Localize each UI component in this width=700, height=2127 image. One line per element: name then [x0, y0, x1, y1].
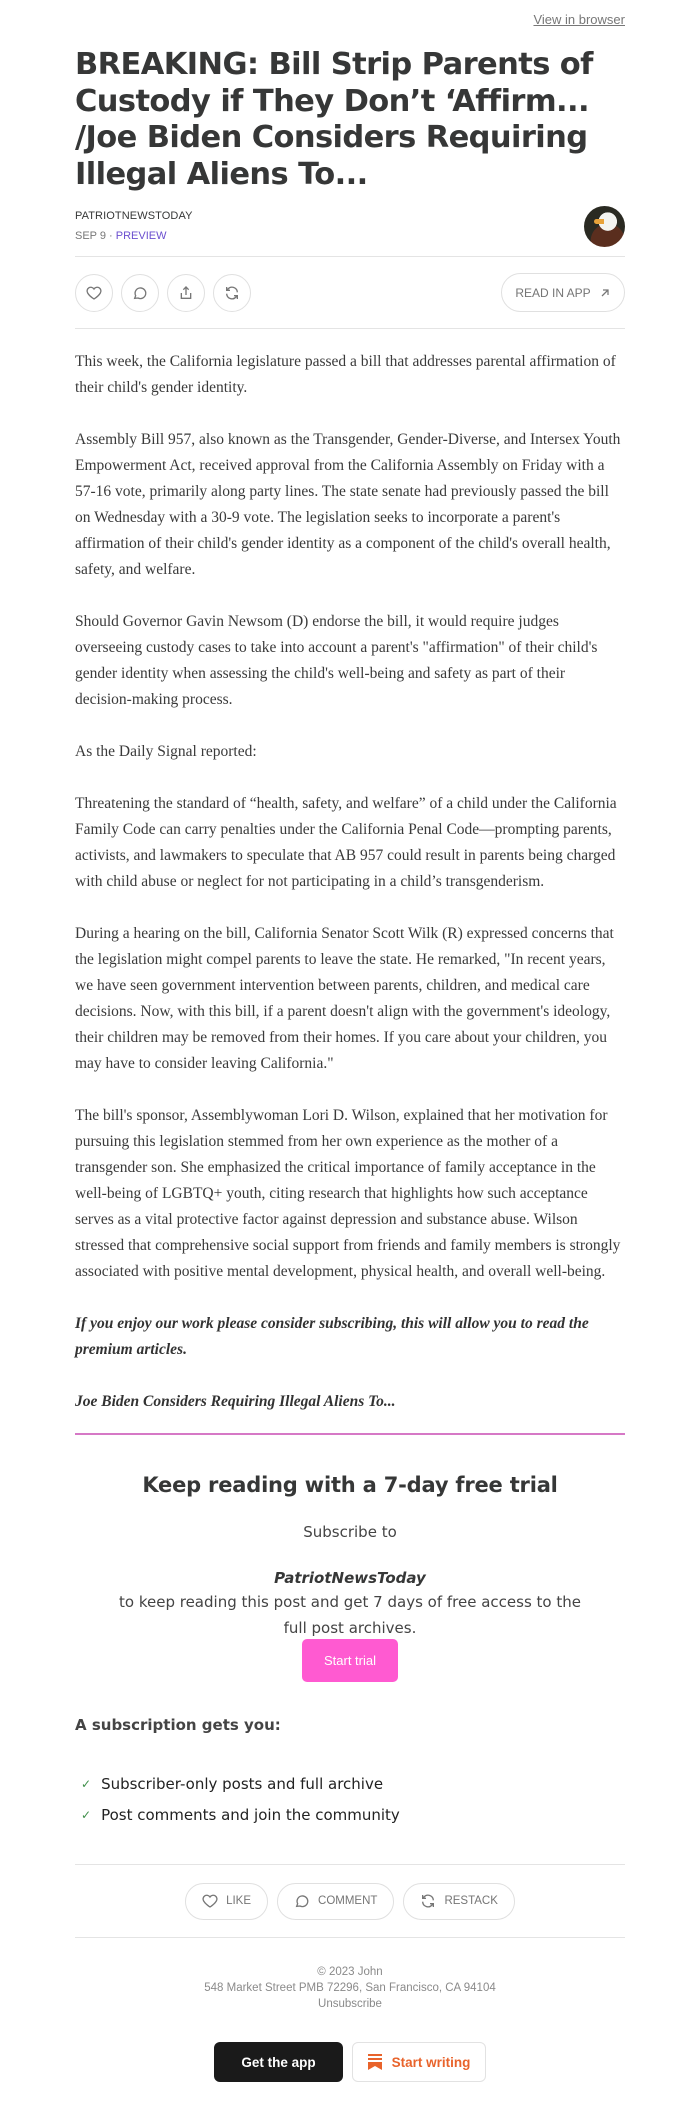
bottom-actions [75, 1865, 625, 1937]
benefit-item [75, 1799, 625, 1830]
paywall-publication: PatriotNewsToday [274, 1569, 426, 1587]
footer-buttons [75, 2042, 625, 2082]
bottom-spacer [75, 2082, 625, 2122]
benefits-heading: A subscription gets you: [75, 1716, 281, 1734]
paywall-heading: Keep reading with a 7-day free trial [142, 1473, 558, 1497]
start-writing-button[interactable] [352, 2042, 486, 2082]
share-button[interactable] [167, 274, 205, 312]
separator: · [106, 230, 116, 242]
check-icon: ✓ [81, 1776, 92, 1791]
publication-avatar[interactable] [584, 206, 625, 247]
comment-icon [132, 285, 148, 301]
get-the-app-button[interactable]: Get the app [214, 2042, 343, 2082]
post-meta [75, 210, 625, 256]
like-button[interactable] [75, 274, 113, 312]
paragraph: As the Daily Signal reported: [75, 743, 257, 760]
copyright: © 2023 John [317, 1966, 383, 1978]
restack-button[interactable] [213, 274, 251, 312]
like-label: LIKE [226, 1895, 252, 1907]
paragraph: Assembly Bill 957, also known as the Transgender, Gender-Diverse, and Intersex Youth Empowerment Act, received approval from the California Assembly on Friday with a 57-16 vote, primarily along party lines. The state senate had previously passed the bill on Wednesday with a 30-9 vote. The legislation seeks to incorporate a parent's affirmation of their child's gender identity as a component of the child's overall health, safety, and welfare. [75, 431, 621, 578]
footer [75, 1964, 625, 2012]
post-date: SEP 9 [75, 230, 106, 242]
eagle-image [594, 219, 604, 224]
heart-icon [202, 1893, 218, 1909]
heart-icon [86, 285, 102, 301]
arrow-up-right-icon [599, 287, 611, 299]
paragraph: The bill's sponsor, Assemblywoman Lori D. Wilson, explained that her motivation for pursuing this legislation stemmed from her own experience as the mother of a transgender son. She emphasized the critical importance of family acceptance in the well-being of LGBTQ+ youth, citing research that highlights how such acceptance serves as a vital protective factor against depression and substance abuse. Wilson stressed that comprehensive social support from friends and family members is strongly associated with positive mental development, physical health, and overall well-being. [75, 1107, 621, 1280]
benefit-label: Post comments and join the community [101, 1805, 400, 1824]
paragraph: Should Governor Gavin Newsom (D) endorse the bill, it would require judges overseeing custody cases to take into account a parent's "affirmation" of their child's gender identity when assessing the child's well-being and safety as part of their decision-making process. [75, 613, 598, 708]
paywall [75, 1473, 625, 1682]
share-icon [178, 285, 194, 301]
post-title: BREAKING: Bill Strip Parents of Custody if They Don’t ‘Affirm... /Joe Biden Considers Requiring Illegal Aliens To... [75, 47, 593, 192]
paywall-description: to keep reading this post and get 7 days of free access to the full post archives. [119, 1593, 581, 1637]
post-actions [75, 257, 625, 328]
restack-label: RESTACK [444, 1895, 498, 1907]
unsubscribe-link[interactable]: Unsubscribe [318, 1998, 382, 2010]
benefit-label: Subscriber-only posts and full archive [101, 1774, 384, 1793]
check-icon: ✓ [81, 1807, 92, 1822]
read-in-app-label: READ IN APP [515, 285, 591, 300]
benefits-list [75, 1768, 625, 1830]
read-in-app-button[interactable] [501, 273, 625, 312]
start-writing-label: Start writing [391, 2054, 471, 2070]
restack-icon [224, 285, 240, 301]
view-in-browser-link[interactable]: View in browser [533, 12, 625, 27]
like-pill-button[interactable] [185, 1883, 268, 1920]
paywall-divider [75, 1433, 625, 1435]
divider [75, 328, 625, 329]
email-container [75, 0, 625, 2122]
comment-pill-button[interactable] [277, 1883, 394, 1920]
start-trial-button[interactable]: Start trial [302, 1639, 398, 1682]
benefit-item [75, 1768, 625, 1799]
paragraph: This week, the California legislature passed a bill that addresses parental affirmation of their child's gender identity. [75, 353, 616, 396]
comment-button[interactable] [121, 274, 159, 312]
subscribe-to-label: Subscribe to [303, 1523, 397, 1541]
preview-label: PREVIEW [115, 230, 167, 242]
substack-logo-icon [368, 2054, 382, 2070]
publication-name[interactable]: PATRIOTNEWSTODAY [75, 210, 193, 222]
restack-pill-button[interactable] [403, 1883, 514, 1920]
next-article-teaser: Joe Biden Considers Requiring Illegal Aliens To... [75, 1393, 396, 1410]
restack-icon [420, 1893, 436, 1909]
subscribe-note: If you enjoy our work please consider subscribing, this will allow you to read the premium articles. [75, 1315, 589, 1358]
divider [75, 1937, 625, 1938]
article-body [75, 349, 625, 1415]
blockquote-paragraph: Threatening the standard of “health, safety, and welfare” of a child under the California Family Code can carry penalties under the California Penal Code—prompting parents, activists, and lawmakers to speculate that AB 957 could result in parents being charged with child abuse or neglect for not participating in a child’s transgenderism. [75, 795, 617, 890]
post-date-line [75, 230, 625, 242]
address: 548 Market Street PMB 72296, San Francisco, CA 94104 [204, 1982, 496, 1994]
comment-icon [294, 1893, 310, 1909]
comment-label: COMMENT [318, 1895, 378, 1907]
paragraph: During a hearing on the bill, California Senator Scott Wilk (R) expressed concerns that the legislation might compel parents to leave the state. He remarked, "In recent years, we have seen government intervention between parents, children, and medical care decisions. Now, with this bill, if a parent doesn't align with the government's ideology, their children may be removed from their homes. If you care about your children, you may have to consider leaving California." [75, 925, 614, 1072]
